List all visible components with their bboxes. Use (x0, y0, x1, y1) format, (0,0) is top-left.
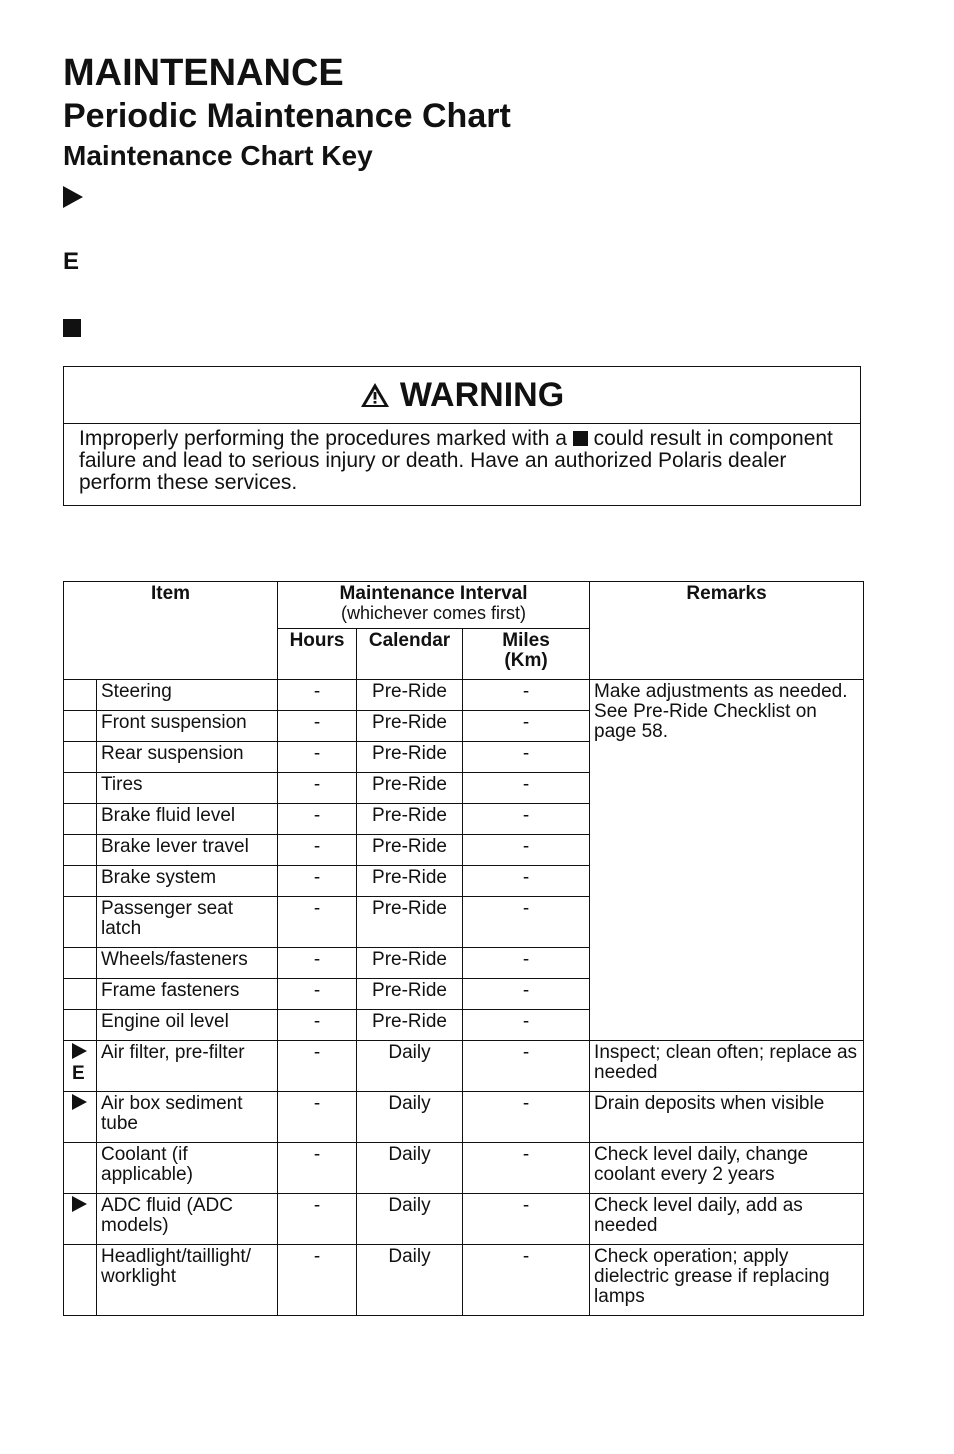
table-row: Passenger seat latch - Pre-Ride - (64, 897, 864, 948)
row-item: Passenger seat latch (97, 897, 278, 948)
row-item: Brake system (97, 866, 278, 897)
row-item: Brake fluid level (97, 804, 278, 835)
row-item: Air box sediment tube (97, 1092, 278, 1143)
table-row: Headlight/taillight/ worklight - Daily - Check operation; apply dielectric grease if replacing lamps (64, 1245, 864, 1316)
header-calendar: Calendar (357, 629, 463, 680)
warning-title: WARNING (399, 375, 565, 414)
triangle-icon (72, 1094, 87, 1110)
row-item: Engine oil level (97, 1010, 278, 1041)
row-remarks: Inspect; clean often; replace as needed (590, 1041, 864, 1092)
triangle-icon (63, 186, 83, 208)
section-title: MAINTENANCE (63, 52, 344, 94)
table-row: Frame fasteners - Pre-Ride - (64, 979, 864, 1010)
table-row: Tires - Pre-Ride - (64, 773, 864, 804)
row-item: Frame fasteners (97, 979, 278, 1010)
page-title: Periodic Maintenance Chart (63, 97, 511, 135)
row-item: Coolant (if applicable) (97, 1143, 278, 1194)
row-remarks: Check level daily, add as needed (590, 1194, 864, 1245)
row-item: Brake lever travel (97, 835, 278, 866)
table-row: Front suspension - Pre-Ride - (64, 711, 864, 742)
key-square-symbol (63, 318, 81, 342)
row-item: Steering (97, 680, 278, 711)
warning-text: Improperly performing the procedures marked with a could result in component failure and lead to serious injury or death. Have an authorized Polaris dealer perform these services. (79, 427, 833, 494)
row-item: Front suspension (97, 711, 278, 742)
row-remarks: Check level daily, change coolant every 2 years (590, 1143, 864, 1194)
table-row: Air box sediment tube - Daily - Drain deposits when visible (64, 1092, 864, 1143)
triangle-icon (72, 1196, 87, 1212)
header-hours: Hours (278, 629, 357, 680)
key-triangle-symbol (63, 186, 83, 213)
preride-remarks: Make adjustments as needed. See Pre-Ride Checklist on page 58. (590, 680, 864, 1041)
table-row: ADC fluid (ADC models) - Daily - Check level daily, add as needed (64, 1194, 864, 1245)
row-item: ADC fluid (ADC models) (97, 1194, 278, 1245)
header-miles: Miles (Km) (463, 629, 590, 680)
row-item: Wheels/fasteners (97, 948, 278, 979)
square-icon (63, 319, 81, 337)
header-remarks: Remarks (590, 582, 864, 680)
warning-header (64, 367, 860, 424)
table-row: Engine oil level - Pre-Ride - (64, 1010, 864, 1041)
maintenance-chart-table (63, 581, 864, 1316)
row-remarks: Check operation; apply dielectric grease if replacing lamps (590, 1245, 864, 1316)
row-item: Tires (97, 773, 278, 804)
key-heading: Maintenance Chart Key (63, 140, 373, 171)
header-item: Item (64, 582, 278, 680)
triangle-icon (72, 1043, 87, 1059)
row-item: Rear suspension (97, 742, 278, 773)
warning-box (63, 366, 861, 506)
table-row: Brake fluid level - Pre-Ride - (64, 804, 864, 835)
table-row: E Air filter, pre-filter - Daily - Inspect; clean often; replace as needed (64, 1041, 864, 1092)
table-row: Coolant (if applicable) - Daily - Check level daily, change coolant every 2 years (64, 1143, 864, 1194)
square-icon (573, 431, 588, 446)
table-row: Rear suspension - Pre-Ride - (64, 742, 864, 773)
table-row: Wheels/fasteners - Pre-Ride - (64, 948, 864, 979)
table-row: Steering - Pre-Ride - Make adjustments as needed. See Pre-Ride Checklist on page 58. (64, 680, 864, 711)
row-item: Air filter, pre-filter (97, 1041, 278, 1092)
key-e-symbol: E (63, 248, 80, 275)
table-row: Brake system - Pre-Ride - (64, 866, 864, 897)
warning-triangle-icon (360, 382, 390, 408)
table-row: Brake lever travel - Pre-Ride - (64, 835, 864, 866)
row-remarks: Drain deposits when visible (590, 1092, 864, 1143)
row-item: Headlight/taillight/ worklight (97, 1245, 278, 1316)
header-interval: Maintenance Interval (whichever comes first) (278, 582, 590, 629)
